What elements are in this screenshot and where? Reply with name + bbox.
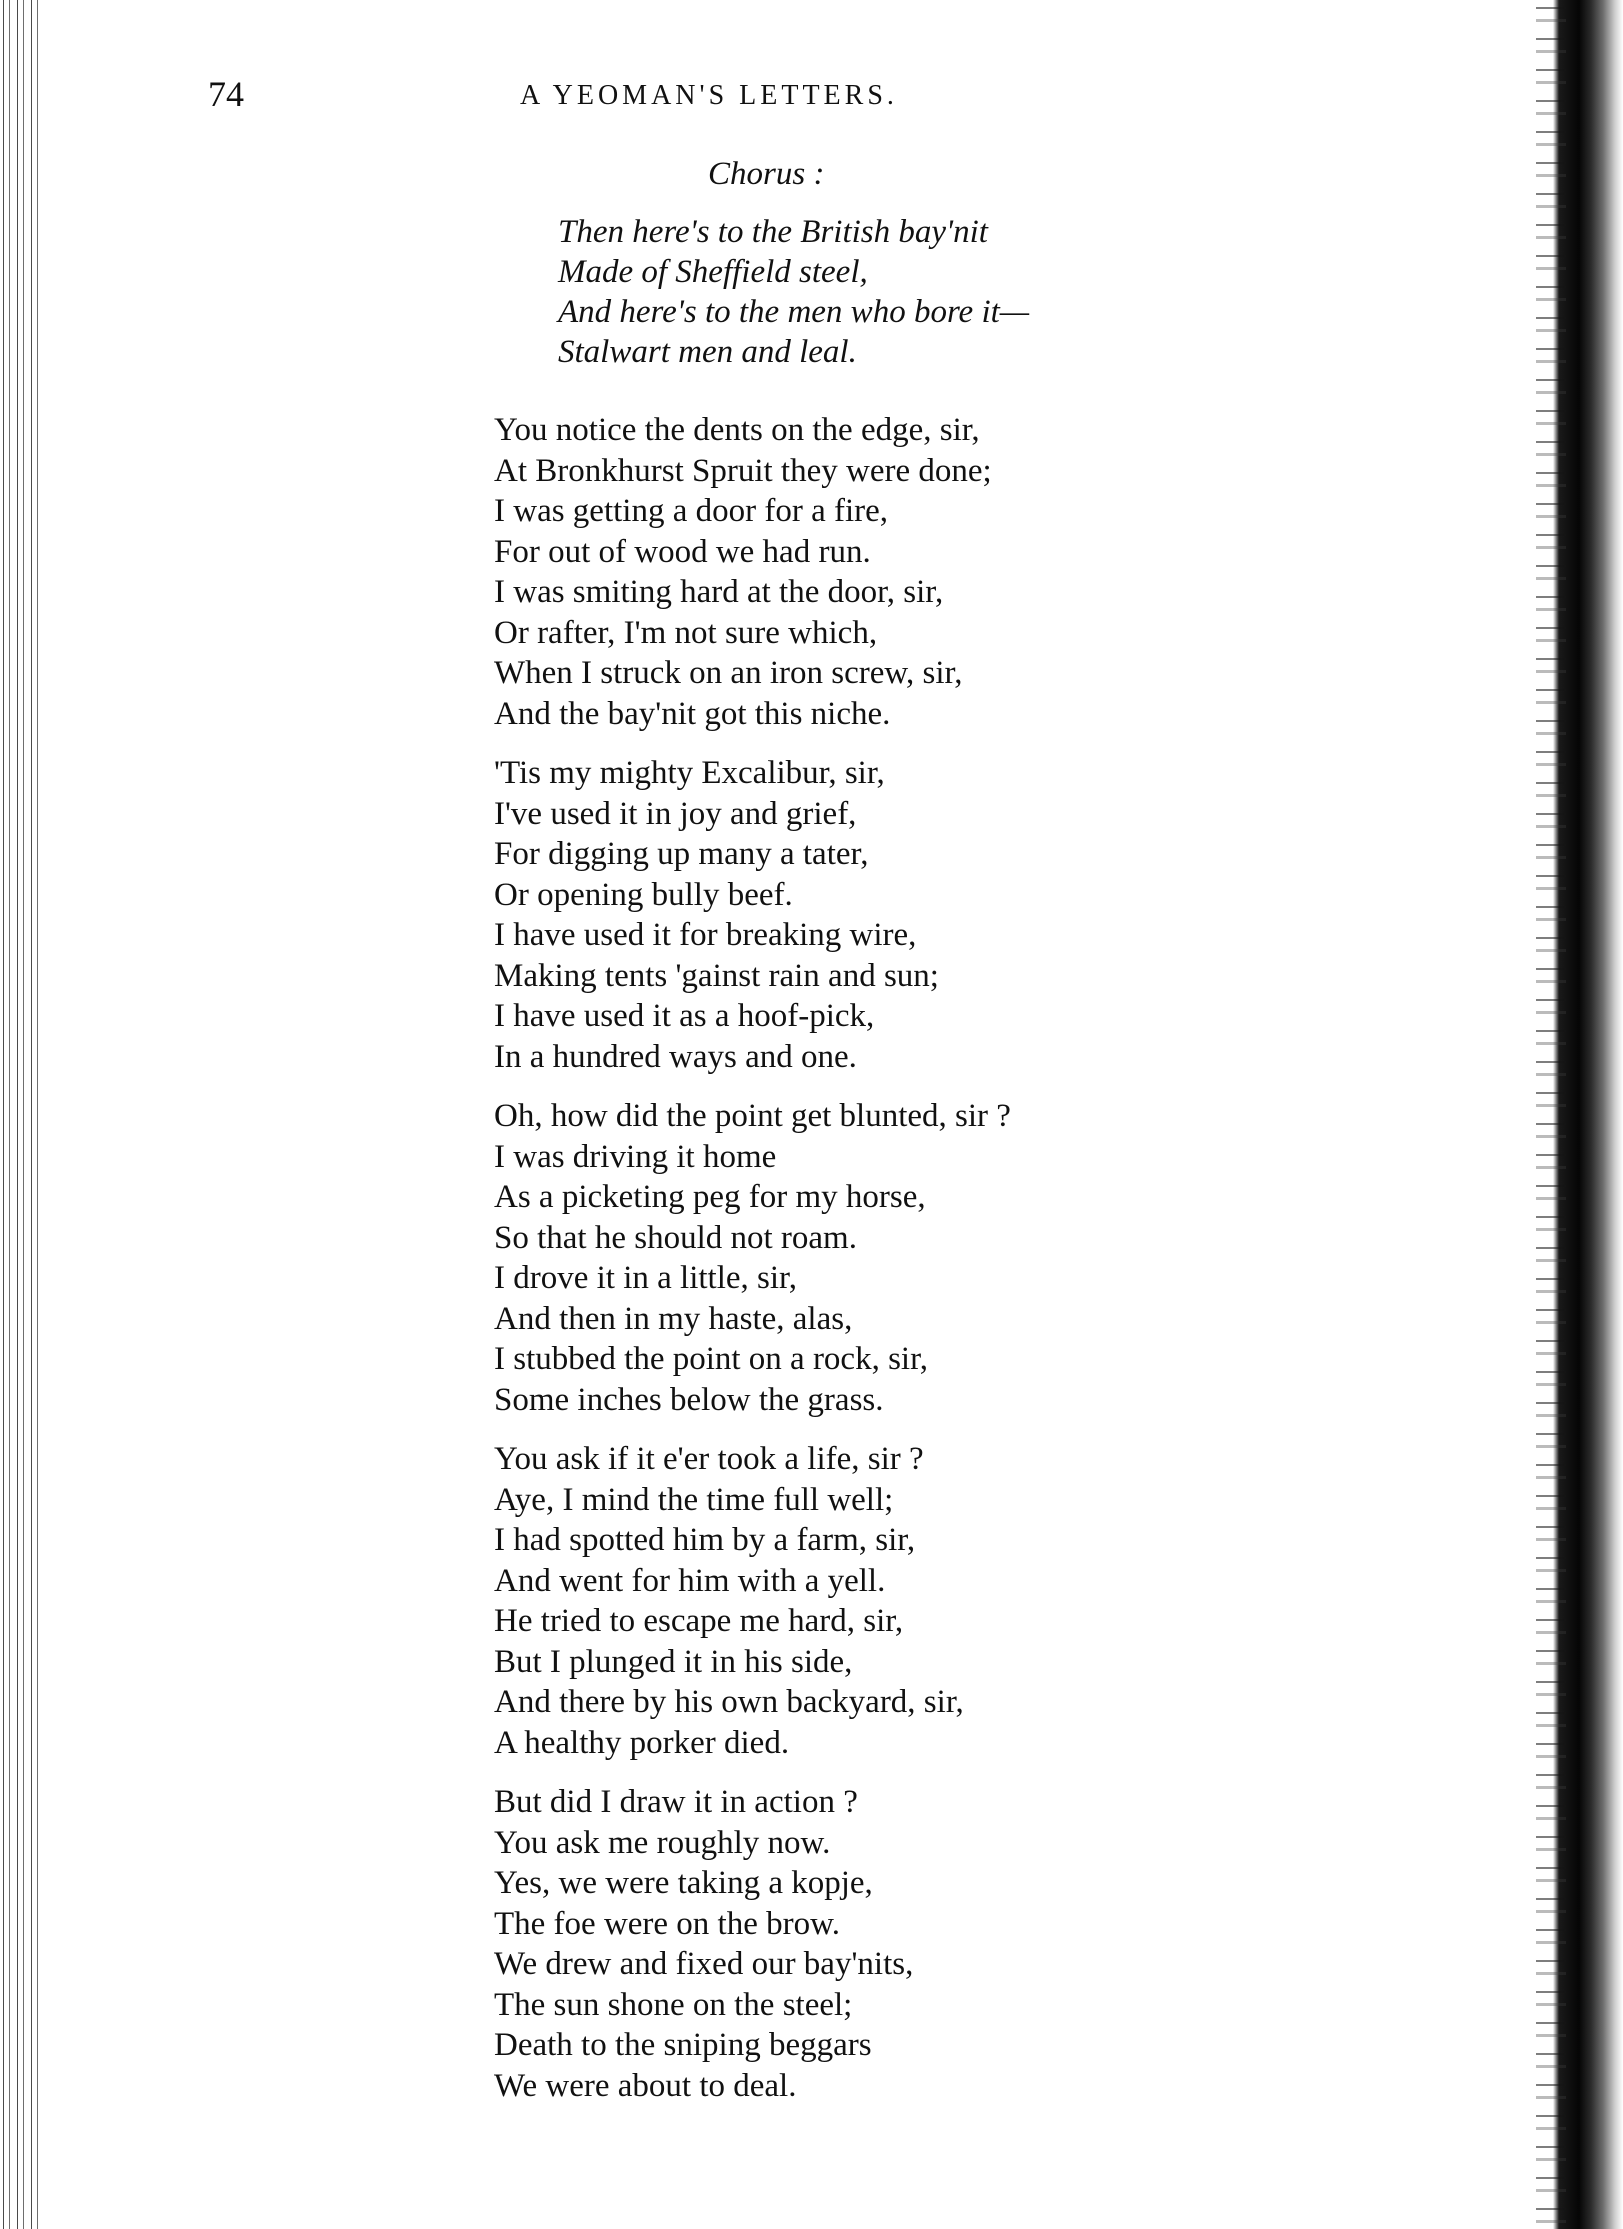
verse-line: I drove it in a little, sir, — [494, 1260, 797, 1296]
verse-line: The sun shone on the steel; — [494, 1986, 853, 2023]
page-number: 74 — [208, 74, 244, 114]
verse-line: We were about to deal. — [494, 2067, 797, 2104]
chorus-line: Stalwart men and leal. — [558, 334, 857, 370]
verse-line: For digging up many a tater, — [494, 836, 869, 872]
verse-line: He tried to escape me hard, sir, — [494, 1603, 904, 1639]
verse-line: For out of wood we had run. — [494, 533, 871, 570]
verse-line: At Bronkhurst Spruit they were done; — [494, 452, 992, 489]
chorus-heading: Chorus : — [708, 156, 825, 192]
verse-line: Yes, we were taking a kopje, — [494, 1865, 873, 1901]
verse-line: In a hundred ways and one. — [494, 1038, 857, 1075]
verse-line: I have used it for breaking wire, — [494, 917, 917, 953]
running-head: A YEOMAN'S LETTERS. — [520, 80, 898, 111]
verse-line: Or rafter, I'm not sure which, — [494, 614, 878, 651]
chorus-line: Then here's to the British bay'nit — [558, 214, 988, 250]
verse-line: I have used it as a hoof-pick, — [494, 998, 875, 1034]
page-binding-shadow — [1536, 0, 1566, 2229]
verse-line: But did I draw it in action ? — [494, 1784, 858, 1820]
verse-line: I've used it in joy and grief, — [494, 795, 857, 832]
chorus-line: And here's to the men who bore it— — [558, 294, 1030, 330]
chorus-line: Made of Sheffield steel, — [558, 254, 868, 290]
verse-line: So that he should not roam. — [494, 1219, 857, 1256]
verse-line: And went for him with a yell. — [494, 1562, 886, 1599]
verse-line: The foe were on the brow. — [494, 1905, 841, 1942]
stanza — [494, 410, 1534, 734]
page-gutter-left — [0, 0, 44, 2229]
stanza — [494, 1439, 1534, 1763]
stanza — [494, 1782, 1534, 2106]
verse-line: You ask me roughly now. — [494, 1824, 831, 1861]
verse-line: Death to the sniping beggars — [494, 2027, 872, 2063]
verse-line: But I plunged it in his side, — [494, 1643, 853, 1680]
stanza — [494, 1096, 1534, 1420]
verse-line: We drew and fixed our bay'nits, — [494, 1946, 914, 1982]
verse-line: You notice the dents on the edge, sir, — [494, 412, 980, 448]
verse-line: 'Tis my mighty Excalibur, sir, — [494, 755, 885, 791]
verse-line: Making tents 'gainst rain and sun; — [494, 957, 939, 994]
verse-line: And the bay'nit got this niche. — [494, 695, 891, 732]
poem-body — [494, 410, 1534, 2125]
verse-line: And then in my haste, alas, — [494, 1300, 853, 1337]
verse-line: When I struck on an iron screw, sir, — [494, 655, 963, 691]
verse-line: Or opening bully beef. — [494, 876, 793, 913]
verse-line: I was driving it home — [494, 1138, 777, 1175]
verse-line: I was getting a door for a fire, — [494, 493, 889, 529]
verse-line: Aye, I mind the time full well; — [494, 1481, 894, 1518]
verse-line: As a picketing peg for my horse, — [494, 1179, 926, 1215]
verse-line: A healthy porker died. — [494, 1724, 790, 1761]
chorus-block — [558, 212, 1029, 372]
verse-line: Oh, how did the point get blunted, sir ? — [494, 1098, 1011, 1134]
stanza — [494, 753, 1534, 1077]
verse-line: I stubbed the point on a rock, sir, — [494, 1341, 929, 1377]
verse-line: You ask if it e'er took a life, sir ? — [494, 1441, 924, 1477]
verse-line: I had spotted him by a farm, sir, — [494, 1522, 916, 1558]
verse-line: And there by his own backyard, sir, — [494, 1684, 964, 1720]
verse-line: Some inches below the grass. — [494, 1381, 884, 1418]
verse-line: I was smiting hard at the door, sir, — [494, 574, 944, 610]
